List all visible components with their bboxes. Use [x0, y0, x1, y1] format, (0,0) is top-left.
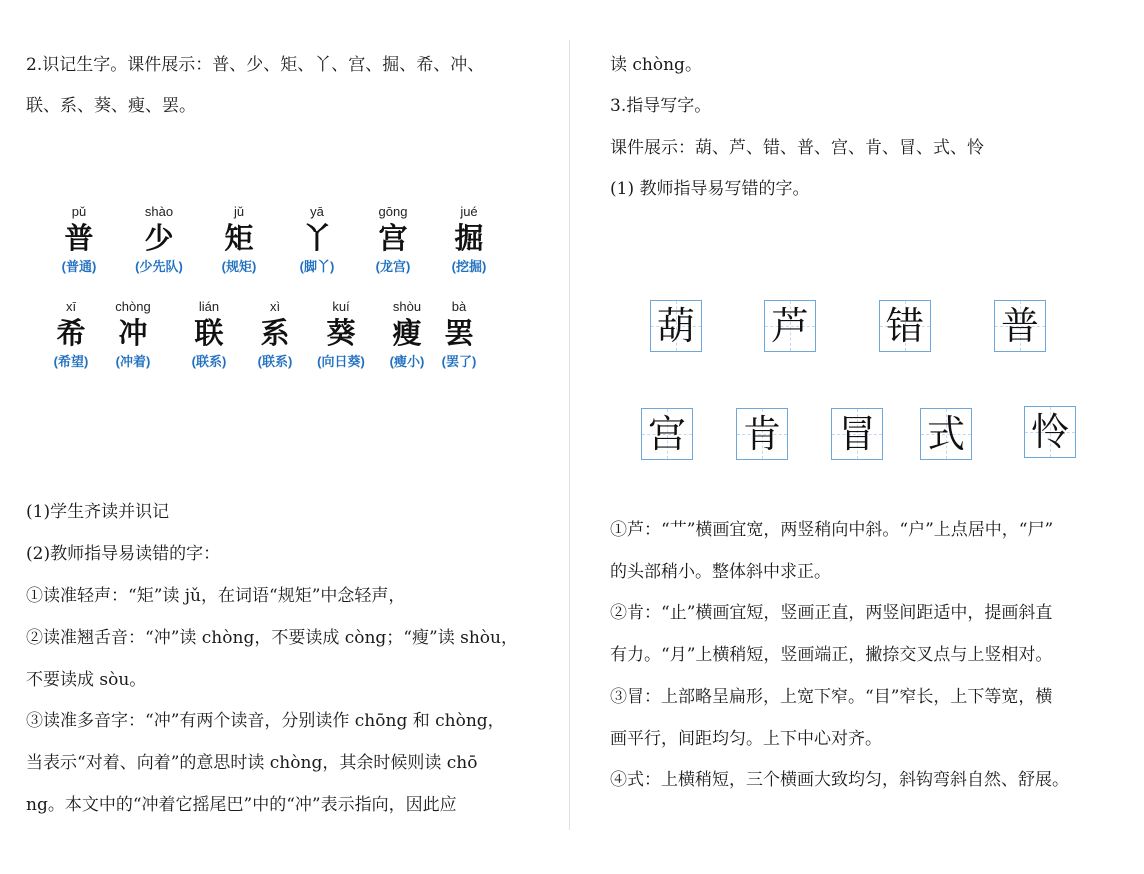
section-2-heading-line2: 联、系、葵、瘦、罢。	[26, 96, 196, 116]
example-word: (挖掘)	[451, 259, 487, 274]
hanzi: 葵	[326, 316, 356, 350]
note-3-line2: 画平行，间距均匀。上下中心对齐。	[610, 729, 882, 749]
pinyin: jué	[460, 204, 478, 219]
para-1: (1)学生齐读并识记	[26, 502, 170, 522]
example-word: (罢了)	[441, 354, 477, 369]
char-card-row-2	[36, 299, 494, 371]
hanzi: 少	[144, 221, 174, 255]
grid-char-text: 肯	[742, 412, 781, 456]
pinyin: shòu	[392, 299, 422, 314]
grid-char-text: 葫	[656, 304, 695, 348]
hanzi: 掘	[454, 221, 484, 255]
note-4: ④式：上横稍短，三个横画大致均匀，斜钩弯斜自然、舒展。	[610, 770, 1069, 790]
char-card-row-1	[44, 204, 504, 276]
example-word: (少先队)	[135, 259, 183, 274]
grid-char-text: 式	[926, 412, 965, 456]
char-card	[36, 299, 106, 371]
hanzi: 丫	[302, 221, 332, 255]
char-card	[44, 204, 114, 276]
note-1-line1: ①芦：“艹”横画宜宽，两竖稍向中斜。“户”上点居中，“尸”	[610, 520, 1054, 540]
example-word: (规矩)	[221, 259, 257, 274]
note-2-line1: ②肯：“止”横画宜短，竖画正直，两竖间距适中，提画斜直	[610, 603, 1053, 623]
courseware-display: 课件展示：葫、芦、错、普、宫、肯、冒、式、怜	[610, 138, 984, 158]
example-word: (向日葵)	[317, 354, 365, 369]
char-card	[124, 204, 194, 276]
para-4-line1: ②读准翘舌音：“冲”读 chòng，不要读成 còng；“瘦”读 shòu，	[26, 628, 518, 648]
hanzi: 矩	[224, 221, 254, 255]
example-word: (希望)	[53, 354, 89, 369]
hanzi: 联	[194, 316, 224, 350]
teacher-guidance: (1) 教师指导易写错的字。	[610, 179, 810, 199]
note-1-line2: 的头部稍小。整体斜中求正。	[610, 562, 831, 582]
grid-char-text: 怜	[1030, 410, 1069, 454]
example-word: (联系)	[257, 354, 293, 369]
char-card	[282, 204, 352, 276]
example-word: (普通)	[61, 259, 97, 274]
para-5-line3: ng。本文中的“冲着它摇尾巴”中的“冲”表示指向，因此应	[26, 795, 457, 815]
para-3: ①读准轻声：“矩”读 jǔ，在词语“规矩”中念轻声，	[26, 586, 406, 606]
pinyin: pǔ	[71, 204, 87, 219]
char-card	[424, 299, 494, 371]
grid-char-text: 冒	[837, 412, 876, 456]
grid-char-text: 错	[885, 304, 924, 348]
pinyin: gōng	[378, 204, 408, 219]
pinyin: xì	[269, 299, 281, 314]
example-word: (龙宫)	[375, 259, 411, 274]
pinyin: kuí	[332, 299, 350, 314]
grid-char-text: 宫	[647, 412, 686, 456]
section-2-heading-line1: 2.识记生字。课件展示：普、少、矩、丫、宫、掘、希、冲、	[26, 55, 485, 75]
char-card	[204, 204, 274, 276]
char-card	[358, 204, 428, 276]
example-word: (瘦小)	[389, 354, 425, 369]
para-5-line2: 当表示“对着、向着”的意思时读 chòng，其余时候则读 chō	[26, 753, 478, 773]
writing-grid-char	[764, 300, 816, 352]
note-2-line2: 有力。“月”上横稍短，竖画端正，撇捺交叉点与上竖相对。	[610, 645, 1053, 665]
writing-grid-char	[831, 408, 883, 460]
char-card	[434, 204, 504, 276]
writing-grid-char	[736, 408, 788, 460]
pinyin: shào	[144, 204, 174, 219]
note-3-line1: ③冒：上部略呈扁形，上宽下窄。“目”窄长，上下等宽，横	[610, 687, 1053, 707]
hanzi: 希	[56, 316, 86, 350]
section-3-heading: 3.指导写字。	[610, 96, 712, 116]
writing-grid-char	[650, 300, 702, 352]
example-word: (联系)	[191, 354, 227, 369]
writing-grid-char	[879, 300, 931, 352]
pinyin: yā	[310, 204, 324, 219]
para-4-line2: 不要读成 sòu。	[26, 670, 147, 690]
writing-grid-char	[641, 408, 693, 460]
pinyin: bà	[451, 299, 467, 314]
continued-text: 读 chòng。	[610, 55, 702, 75]
writing-grid-char	[1024, 406, 1076, 458]
para-5-line1: ③读准多音字：“冲”有两个读音，分别读作 chōng 和 chòng，	[26, 711, 505, 731]
example-word: (脚丫)	[299, 259, 335, 274]
para-2: (2)教师指导易读错的字：	[26, 544, 221, 564]
char-card	[240, 299, 310, 371]
grid-char-text: 芦	[770, 304, 809, 348]
pinyin: xī	[65, 299, 77, 314]
page-divider	[569, 40, 570, 830]
hanzi: 系	[260, 316, 290, 350]
example-word: (冲着)	[115, 354, 151, 369]
hanzi: 宫	[378, 221, 408, 255]
pinyin: chòng	[115, 299, 151, 314]
hanzi: 罢	[444, 316, 474, 350]
char-card	[306, 299, 376, 371]
writing-grid-char	[994, 300, 1046, 352]
writing-grid-char	[920, 408, 972, 460]
hanzi: 冲	[118, 316, 148, 350]
hanzi: 瘦	[392, 316, 422, 350]
pinyin: jǔ	[233, 204, 245, 219]
hanzi: 普	[64, 221, 94, 255]
pinyin: lián	[198, 299, 220, 314]
char-card	[98, 299, 168, 371]
char-card	[174, 299, 244, 371]
grid-char-text: 普	[1000, 304, 1039, 348]
